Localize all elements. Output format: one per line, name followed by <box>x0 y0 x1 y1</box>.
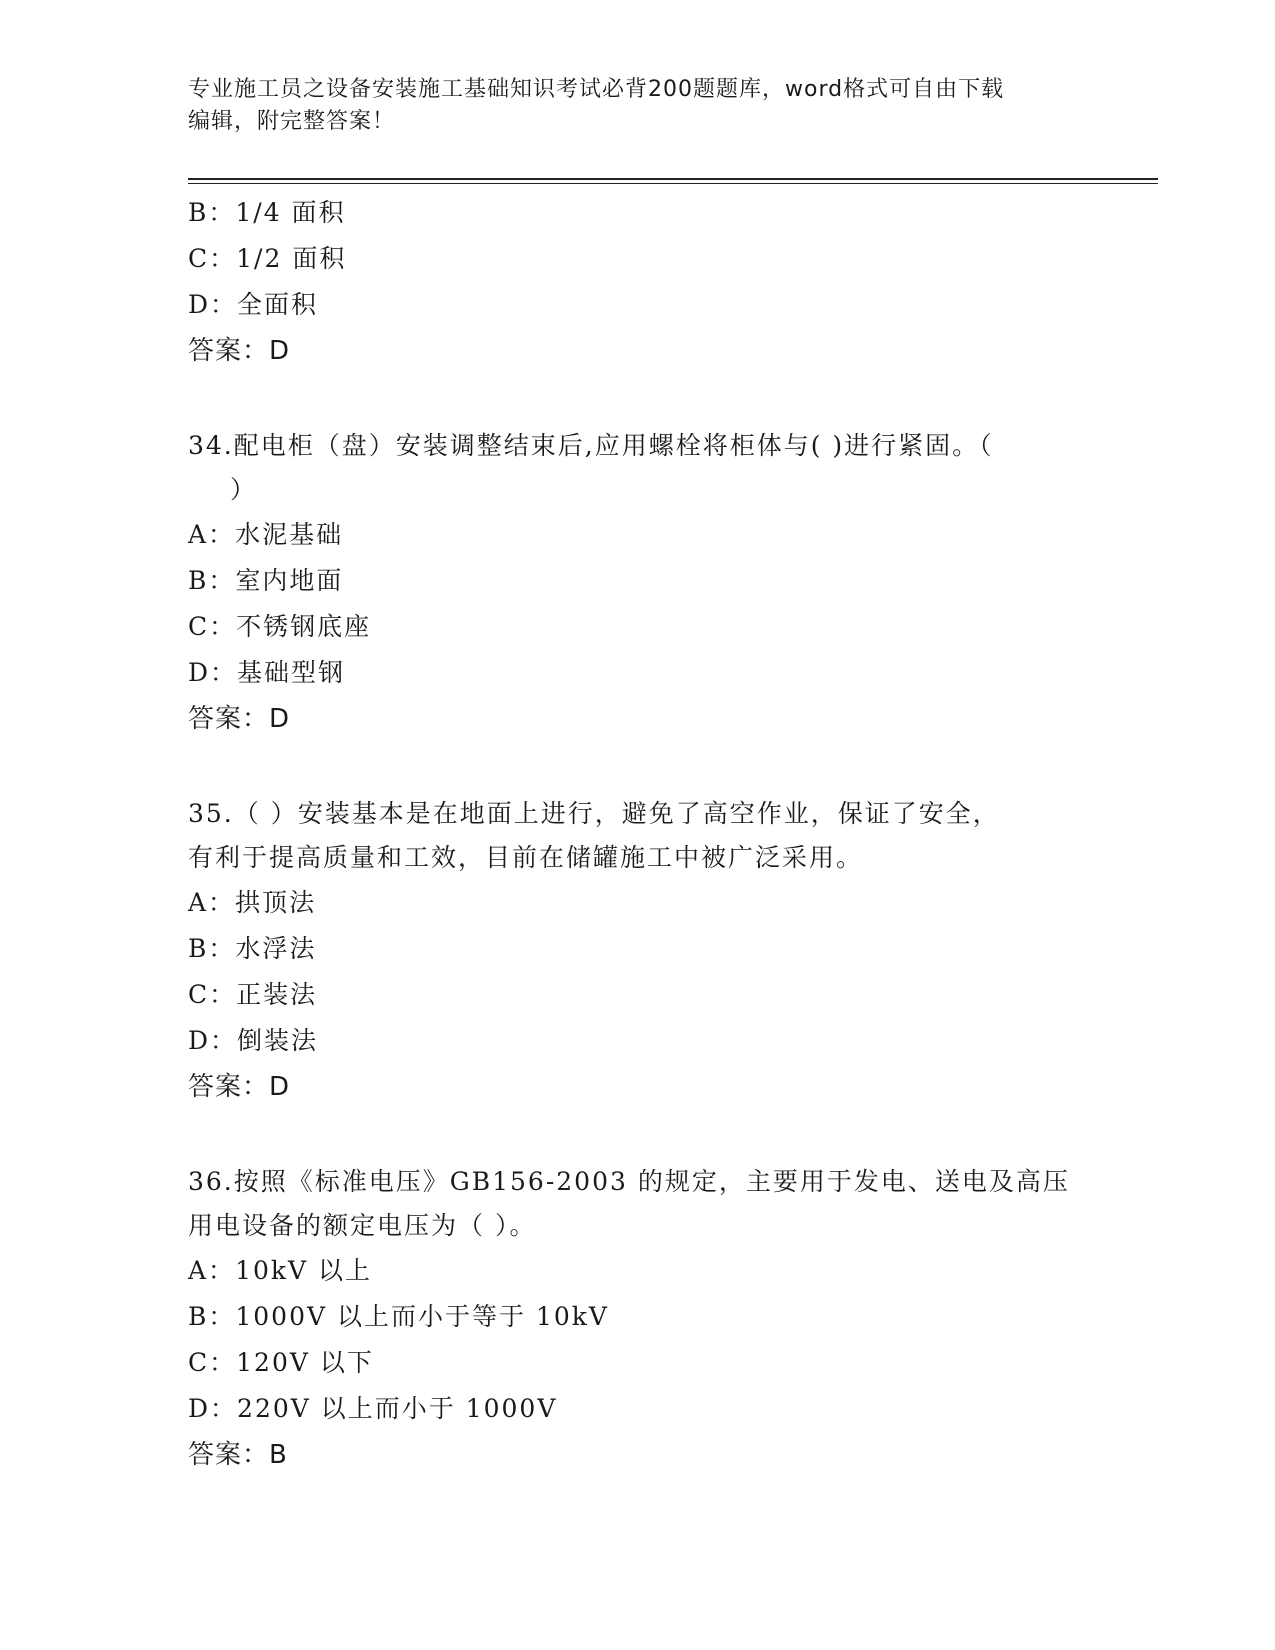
option-label: A： <box>188 520 236 549</box>
option-label: C： <box>188 244 237 273</box>
option-a <box>188 512 1108 558</box>
header-rule-thin <box>188 183 1158 184</box>
question-stem <box>188 1160 1108 1248</box>
option-d <box>188 1018 1108 1064</box>
option-label: C： <box>188 612 237 641</box>
option-label: D： <box>188 290 238 319</box>
option-d <box>188 1386 1108 1432</box>
option-a <box>188 880 1108 926</box>
option-label: C： <box>188 1348 237 1377</box>
answer-line: 答案：D <box>188 704 291 734</box>
header-line-2: 编辑，附完整答案！ <box>188 109 396 134</box>
option-label: D： <box>188 658 238 687</box>
question-stem-line-1: 36.按照《标准电压》GB156-2003 的规定，主要用于发电、送电及高压 <box>188 1167 1070 1196</box>
option-text: 不锈钢底座 <box>236 612 372 641</box>
question-34 <box>188 424 1108 742</box>
question-stem-line-1: 35.（ ）安装基本是在地面上进行，避免了高空作业，保证了安全， <box>188 799 1000 828</box>
option-text: 1/4 面积 <box>235 198 346 227</box>
option-c <box>188 1340 1108 1386</box>
option-label: C： <box>188 980 237 1009</box>
option-text: 10kV 以上 <box>235 1256 373 1285</box>
option-c <box>188 972 1108 1018</box>
document-body <box>188 190 1108 1478</box>
question-stem-line-2: 用电设备的额定电压为（ ）。 <box>188 1211 537 1240</box>
header-line-1: 专业施工员之设备安装施工基础知识考试必背200题题库，word格式可自由下载 <box>188 77 1005 102</box>
question-36 <box>188 1160 1108 1478</box>
option-text: 全面积 <box>237 290 319 319</box>
option-label: B： <box>188 1302 236 1331</box>
option-label: B： <box>188 566 236 595</box>
document-header <box>188 74 1088 138</box>
question-35 <box>188 792 1108 1110</box>
question-stem <box>188 792 1108 880</box>
option-text: 水浮法 <box>235 934 317 963</box>
option-text: 基础型钢 <box>237 658 346 687</box>
option-d <box>188 282 1108 328</box>
option-text: 1/2 面积 <box>236 244 347 273</box>
option-label: A： <box>188 888 236 917</box>
option-text: 水泥基础 <box>235 520 344 549</box>
question-33-partial <box>188 190 1108 374</box>
answer-line: 答案：D <box>188 1072 291 1102</box>
option-label: D： <box>188 1394 238 1423</box>
question-stem-line-1: 34.配电柜（盘）安装调整结束后,应用螺栓将柜体与( )进行紧固。（ <box>188 431 994 460</box>
answer-line: 答案：B <box>188 1440 288 1470</box>
answer-line: 答案：D <box>188 336 291 366</box>
option-b <box>188 926 1108 972</box>
option-b <box>188 558 1108 604</box>
question-stem-line-2: 有利于提高质量和工效，目前在储罐施工中被广泛采用。 <box>188 843 864 872</box>
option-text: 室内地面 <box>235 566 344 595</box>
option-text: 正装法 <box>236 980 318 1009</box>
question-stem-line-2: ） <box>230 475 258 504</box>
option-text: 1000V 以上而小于等于 10kV <box>235 1302 609 1331</box>
option-text: 220V 以上而小于 1000V <box>237 1394 558 1423</box>
question-stem <box>188 424 1108 512</box>
option-text: 120V 以下 <box>236 1348 374 1377</box>
option-b <box>188 190 1108 236</box>
option-a <box>188 1248 1108 1294</box>
option-c <box>188 604 1108 650</box>
option-label: D： <box>188 1026 238 1055</box>
option-text: 拱顶法 <box>235 888 317 917</box>
header-rule-thick <box>188 178 1158 180</box>
option-d <box>188 650 1108 696</box>
option-label: B： <box>188 934 236 963</box>
option-label: B： <box>188 198 236 227</box>
option-label: A： <box>188 1256 236 1285</box>
option-text: 倒装法 <box>237 1026 319 1055</box>
option-c <box>188 236 1108 282</box>
option-b <box>188 1294 1108 1340</box>
